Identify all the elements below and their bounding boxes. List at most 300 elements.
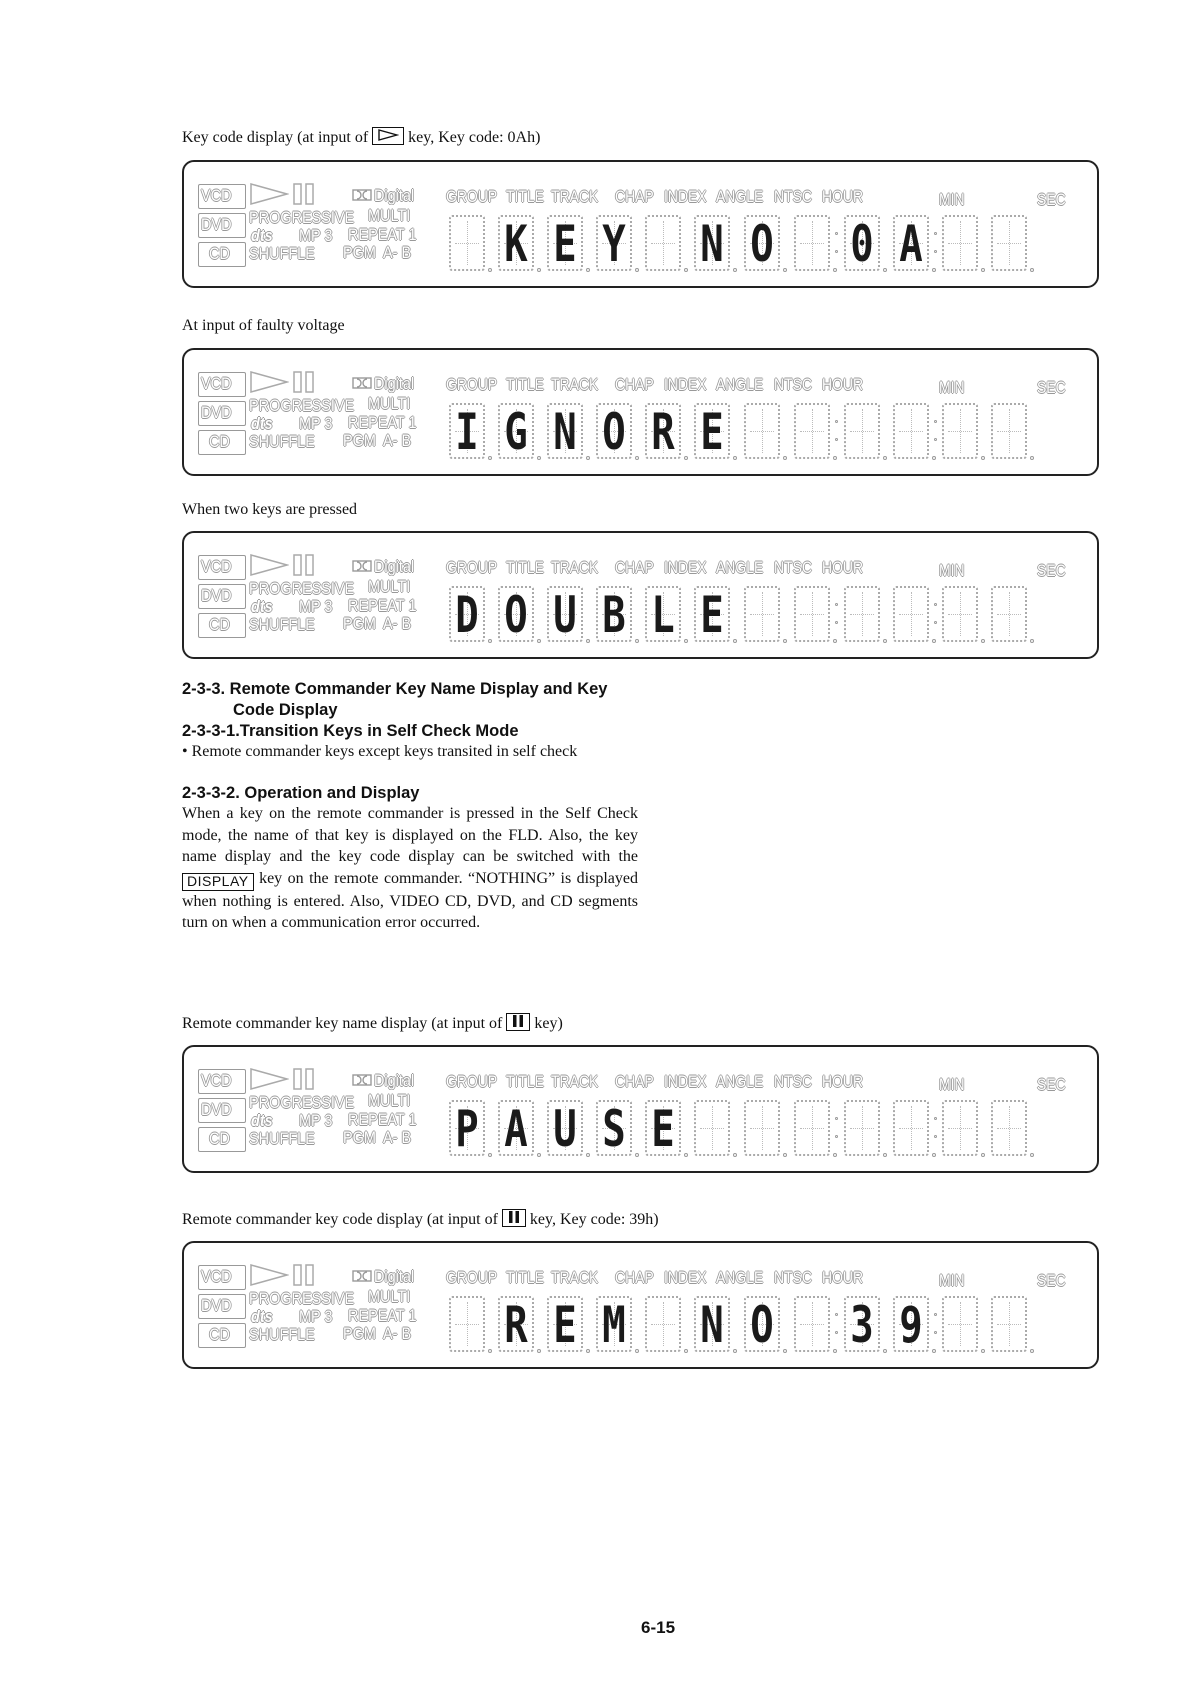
fld-decimal-dot xyxy=(684,456,688,460)
fld-decimal-dot xyxy=(635,268,639,272)
fld-panel xyxy=(182,160,1099,288)
fld-decimal-dot xyxy=(1030,1349,1034,1353)
pgm-label: PGM xyxy=(343,1128,376,1147)
ab-label: A- B xyxy=(383,431,412,450)
fld-digit xyxy=(498,586,534,642)
cd-indicator xyxy=(198,430,246,455)
fld-digit-char: U xyxy=(553,586,577,644)
fld-digit-char: 3 xyxy=(850,1296,874,1354)
progressive-label: PROGRESSIVE xyxy=(249,1289,355,1308)
page-number: 6-15 xyxy=(641,1618,676,1637)
fld-digit xyxy=(893,1296,929,1352)
repeat-label: REPEAT 1 xyxy=(348,1306,417,1325)
fld-header-label: ANGLE xyxy=(716,558,764,577)
multi-label: MULTI xyxy=(368,394,411,413)
fld-decimal-dot xyxy=(733,268,737,272)
fld-digit xyxy=(645,586,681,642)
fld-colon-dot xyxy=(835,438,838,441)
fld-decimal-dot xyxy=(537,639,541,643)
repeat-label: REPEAT 1 xyxy=(348,225,417,244)
cd-label: CD xyxy=(209,244,230,263)
fld-decimal-dot xyxy=(981,1349,985,1353)
fld-digit xyxy=(844,1100,880,1156)
fld-digit xyxy=(991,1296,1027,1352)
progressive-label: PROGRESSIVE xyxy=(249,396,355,415)
mp3-label: MP 3 xyxy=(299,597,333,616)
fld-digit xyxy=(596,215,632,271)
fld-colon-dot xyxy=(934,621,937,624)
fld-colon-dot xyxy=(934,232,937,235)
fld-header-label: TRACK xyxy=(551,375,599,394)
body-paragraph xyxy=(182,803,638,934)
dvd-indicator xyxy=(198,401,246,426)
ab-label: A- B xyxy=(383,1324,412,1343)
fld-digit-char: Y xyxy=(602,215,626,273)
repeat-label: REPEAT 1 xyxy=(348,1110,417,1129)
fld-decimal-dot xyxy=(1030,1153,1034,1157)
dts-logo: dts xyxy=(251,414,273,433)
caption-key-name xyxy=(182,1013,563,1033)
play-indicator-icon xyxy=(249,182,289,206)
fld-decimal-dot xyxy=(635,456,639,460)
vcd-label: VCD xyxy=(201,374,232,393)
fld-digit xyxy=(844,215,880,271)
fld-decimal-dot xyxy=(586,268,590,272)
fld-decimal-dot xyxy=(833,1349,837,1353)
fld-decimal-dot xyxy=(537,456,541,460)
vcd-indicator xyxy=(198,1069,246,1094)
fld-digit xyxy=(744,1100,780,1156)
fld-digit-char: O xyxy=(602,403,626,461)
fld-decimal-dot xyxy=(684,639,688,643)
fld-decimal-dot xyxy=(883,1153,887,1157)
play-indicator-icon xyxy=(249,1067,289,1091)
cd-label: CD xyxy=(209,1325,230,1344)
fld-decimal-dot xyxy=(783,639,787,643)
fld-decimal-dot xyxy=(733,1349,737,1353)
fld-decimal-dot xyxy=(932,1349,936,1353)
fld-decimal-dot xyxy=(833,639,837,643)
fld-header-label: TITLE xyxy=(506,187,544,206)
cd-label: CD xyxy=(209,432,230,451)
fld-header-label: TITLE xyxy=(506,1072,544,1091)
fld-decimal-dot xyxy=(932,268,936,272)
fld-header-label: HOUR xyxy=(822,1072,864,1091)
dvd-label: DVD xyxy=(201,586,232,605)
fld-decimal-dot xyxy=(833,1153,837,1157)
fld-digit xyxy=(547,1296,583,1352)
fld-decimal-dot xyxy=(981,639,985,643)
pgm-label: PGM xyxy=(343,614,376,633)
fld-header-label: ANGLE xyxy=(716,1268,764,1287)
fld-digit-char: I xyxy=(455,403,479,461)
fld-digit xyxy=(794,586,830,642)
digital-label: Digital xyxy=(374,374,415,393)
fld-digit xyxy=(645,215,681,271)
shuffle-label: SHUFFLE xyxy=(249,244,315,263)
fld-decimal-dot xyxy=(932,639,936,643)
fld-header-label: TRACK xyxy=(551,558,599,577)
fld-decimal-dot xyxy=(488,268,492,272)
fld-digit-char: O xyxy=(504,586,528,644)
fld-digit-char: E xyxy=(553,1296,577,1354)
progressive-label: PROGRESSIVE xyxy=(249,1093,355,1112)
subsection-heading: 2-3-3-2. Operation and Display xyxy=(182,784,420,802)
fld-decimal-dot xyxy=(537,268,541,272)
cd-indicator xyxy=(198,242,246,267)
fld-digit-char: A xyxy=(504,1100,528,1158)
repeat-label: REPEAT 1 xyxy=(348,596,417,615)
mp3-label: MP 3 xyxy=(299,226,333,245)
fld-decimal-dot xyxy=(883,268,887,272)
vcd-indicator xyxy=(198,555,246,580)
fld-header-label: CHAP xyxy=(615,187,654,206)
play-indicator-icon xyxy=(249,370,289,394)
ab-label: A- B xyxy=(383,1128,412,1147)
pgm-label: PGM xyxy=(343,243,376,262)
dvd-indicator xyxy=(198,213,246,238)
fld-header-label: NTSC xyxy=(774,558,812,577)
fld-decimal-dot xyxy=(1030,639,1034,643)
multi-label: MULTI xyxy=(368,1287,411,1306)
ab-label: A- B xyxy=(383,243,412,262)
fld-header-label: HOUR xyxy=(822,1268,864,1287)
digital-label: Digital xyxy=(374,557,415,576)
fld-decimal-dot xyxy=(488,1153,492,1157)
fld-decimal-dot xyxy=(883,456,887,460)
fld-decimal-dot xyxy=(1030,268,1034,272)
multi-label: MULTI xyxy=(368,206,411,225)
fld-decimal-dot xyxy=(733,1153,737,1157)
fld-header-label: TITLE xyxy=(506,1268,544,1287)
fld-digit xyxy=(694,586,730,642)
fld-header-label: HOUR xyxy=(822,187,864,206)
fld-digit xyxy=(449,403,485,459)
fld-digit-char: B xyxy=(602,586,626,644)
fld-colon-dot xyxy=(835,420,838,423)
fld-digit-char: R xyxy=(651,403,675,461)
fld-header-label: MIN xyxy=(939,561,965,580)
fld-header-label: MIN xyxy=(939,1075,965,1094)
fld-decimal-dot xyxy=(488,456,492,460)
fld-digit xyxy=(498,1296,534,1352)
pgm-label: PGM xyxy=(343,431,376,450)
multi-label: MULTI xyxy=(368,1091,411,1110)
repeat-label: REPEAT 1 xyxy=(348,413,417,432)
fld-header-label: INDEX xyxy=(664,1072,707,1091)
pause-key-icon xyxy=(502,1209,526,1227)
fld-decimal-dot xyxy=(635,1153,639,1157)
pgm-label: PGM xyxy=(343,1324,376,1343)
vcd-indicator xyxy=(198,1265,246,1290)
paragraph-text: When a key on the remote commander is pressed in the Self Check mode, the name of that key is displayed on the FLD. Also, the key name display and the key code display can be switched with the xyxy=(182,805,638,865)
fld-header-label: GROUP xyxy=(446,1072,498,1091)
fld-digit-char: E xyxy=(651,1100,675,1158)
fld-digit xyxy=(844,586,880,642)
fld-decimal-dot xyxy=(981,1153,985,1157)
fld-header-label: GROUP xyxy=(446,375,498,394)
fld-decimal-dot xyxy=(537,1349,541,1353)
fld-header-label: CHAP xyxy=(615,1268,654,1287)
vcd-label: VCD xyxy=(201,1267,232,1286)
fld-digit xyxy=(449,586,485,642)
fld-digit xyxy=(547,586,583,642)
fld-colon-dot xyxy=(934,438,937,441)
paragraph-text: key on the remote commander. “NOTHING” is displayed when nothing is entered. Also, VIDEO CD, DVD, and CD segments turn on when a communication error occurred. xyxy=(182,869,639,931)
caption-text: Remote commander key code display (at input of xyxy=(182,1211,498,1228)
fld-decimal-dot xyxy=(488,639,492,643)
dvd-label: DVD xyxy=(201,215,232,234)
fld-header-label: TITLE xyxy=(506,558,544,577)
fld-digit-char: L xyxy=(651,586,675,644)
fld-header-label: MIN xyxy=(939,1271,965,1290)
fld-digit xyxy=(596,1296,632,1352)
fld-digit xyxy=(893,215,929,271)
caption-text: Key code display (at input of xyxy=(182,129,369,146)
fld-digit-char: D xyxy=(455,586,479,644)
fld-digit-char: 9 xyxy=(899,1296,923,1354)
section-heading-cont: Code Display xyxy=(233,701,338,719)
fld-header-label: CHAP xyxy=(615,375,654,394)
display-key-label: DISPLAY xyxy=(182,873,254,891)
cd-indicator xyxy=(198,613,246,638)
fld-digit-char: E xyxy=(700,586,724,644)
fld-header-label: NTSC xyxy=(774,187,812,206)
pause-indicator-icon xyxy=(292,370,316,394)
fld-decimal-dot xyxy=(932,456,936,460)
fld-decimal-dot xyxy=(783,1349,787,1353)
fld-decimal-dot xyxy=(586,1349,590,1353)
fld-digit-char: G xyxy=(504,403,528,461)
fld-colon-dot xyxy=(835,1117,838,1120)
fld-decimal-dot xyxy=(783,268,787,272)
pause-indicator-icon xyxy=(292,1263,316,1287)
mp3-label: MP 3 xyxy=(299,1111,333,1130)
fld-decimal-dot xyxy=(684,1153,688,1157)
fld-header-label: ANGLE xyxy=(716,1072,764,1091)
caption-text: Remote commander key name display (at input of xyxy=(182,1015,503,1032)
fld-digit xyxy=(794,1296,830,1352)
dolby-icon xyxy=(352,189,372,201)
progressive-label: PROGRESSIVE xyxy=(249,579,355,598)
fld-digit xyxy=(694,215,730,271)
fld-header-label: MIN xyxy=(939,378,965,397)
fld-header-label: TRACK xyxy=(551,187,599,206)
caption-text: key, Key code: 0Ah) xyxy=(408,129,541,146)
fld-digit xyxy=(844,403,880,459)
fld-header-label: NTSC xyxy=(774,1268,812,1287)
fld-digit xyxy=(449,1100,485,1156)
fld-decimal-dot xyxy=(932,1153,936,1157)
fld-digit xyxy=(596,1100,632,1156)
fld-decimal-dot xyxy=(833,456,837,460)
fld-digit xyxy=(893,586,929,642)
fld-colon-dot xyxy=(835,1313,838,1316)
fld-decimal-dot xyxy=(586,639,590,643)
fld-header-label: INDEX xyxy=(664,375,707,394)
pause-indicator-icon xyxy=(292,553,316,577)
caption-text: key, Key code: 39h) xyxy=(529,1211,659,1228)
play-key-icon xyxy=(372,127,404,145)
fld-decimal-dot xyxy=(586,456,590,460)
shuffle-label: SHUFFLE xyxy=(249,1129,315,1148)
dts-logo: dts xyxy=(251,597,273,616)
fld-colon-dot xyxy=(934,1331,937,1334)
fld-header-label: CHAP xyxy=(615,558,654,577)
fld-decimal-dot xyxy=(783,456,787,460)
vcd-label: VCD xyxy=(201,1071,232,1090)
fld-digit xyxy=(498,1100,534,1156)
fld-header-label: GROUP xyxy=(446,187,498,206)
fld-digit xyxy=(744,215,780,271)
fld-digit xyxy=(645,403,681,459)
fld-colon-dot xyxy=(934,250,937,253)
dvd-label: DVD xyxy=(201,403,232,422)
fld-header-label: GROUP xyxy=(446,1268,498,1287)
fld-digit xyxy=(596,403,632,459)
fld-colon-dot xyxy=(835,603,838,606)
fld-header-label: HOUR xyxy=(822,375,864,394)
fld-decimal-dot xyxy=(981,268,985,272)
vcd-label: VCD xyxy=(201,186,232,205)
fld-colon-dot xyxy=(835,1331,838,1334)
mp3-label: MP 3 xyxy=(299,414,333,433)
fld-digit-char: P xyxy=(455,1100,479,1158)
fld-header-label: NTSC xyxy=(774,375,812,394)
vcd-indicator xyxy=(198,372,246,397)
fld-colon-dot xyxy=(835,1135,838,1138)
fld-header-label: MIN xyxy=(939,190,965,209)
fld-header-label: SEC xyxy=(1037,190,1066,209)
dolby-icon xyxy=(352,1074,372,1086)
fld-digit xyxy=(942,1296,978,1352)
bullet-item: • Remote commander keys except keys transited in self check xyxy=(182,743,578,760)
fld-decimal-dot xyxy=(684,268,688,272)
fld-digit xyxy=(547,403,583,459)
fld-header-label: INDEX xyxy=(664,558,707,577)
fld-digit xyxy=(794,1100,830,1156)
caption-faulty-voltage: At input of faulty voltage xyxy=(182,317,345,334)
fld-digit-char: S xyxy=(602,1100,626,1158)
digital-label: Digital xyxy=(374,1071,415,1090)
dvd-label: DVD xyxy=(201,1100,232,1119)
fld-digit xyxy=(449,215,485,271)
fld-colon-dot xyxy=(934,1117,937,1120)
fld-decimal-dot xyxy=(883,639,887,643)
fld-colon-dot xyxy=(934,603,937,606)
fld-header-label: CHAP xyxy=(615,1072,654,1091)
multi-label: MULTI xyxy=(368,577,411,596)
fld-digit-char: N xyxy=(553,403,577,461)
play-indicator-icon xyxy=(249,553,289,577)
fld-digit xyxy=(694,1296,730,1352)
shuffle-label: SHUFFLE xyxy=(249,615,315,634)
fld-digit xyxy=(893,1100,929,1156)
dvd-indicator xyxy=(198,1294,246,1319)
fld-digit xyxy=(645,1100,681,1156)
fld-decimal-dot xyxy=(833,268,837,272)
fld-digit xyxy=(449,1296,485,1352)
pause-key-icon xyxy=(506,1013,530,1031)
fld-digit xyxy=(498,403,534,459)
dts-logo: dts xyxy=(251,1111,273,1130)
fld-decimal-dot xyxy=(488,1349,492,1353)
fld-digit-char: 0 xyxy=(850,215,874,273)
cd-indicator xyxy=(198,1127,246,1152)
dolby-icon xyxy=(352,1270,372,1282)
shuffle-label: SHUFFLE xyxy=(249,432,315,451)
fld-decimal-dot xyxy=(635,639,639,643)
fld-colon-dot xyxy=(934,1135,937,1138)
cd-indicator xyxy=(198,1323,246,1348)
cd-label: CD xyxy=(209,615,230,634)
fld-header-label: SEC xyxy=(1037,378,1066,397)
ab-label: A- B xyxy=(383,614,412,633)
fld-decimal-dot xyxy=(883,1349,887,1353)
fld-digit-char: U xyxy=(553,1100,577,1158)
fld-digit xyxy=(991,586,1027,642)
fld-panel xyxy=(182,531,1099,659)
fld-decimal-dot xyxy=(684,1349,688,1353)
fld-decimal-dot xyxy=(783,1153,787,1157)
fld-colon-dot xyxy=(835,621,838,624)
fld-colon-dot xyxy=(835,250,838,253)
fld-digit xyxy=(744,1296,780,1352)
fld-digit-char: O xyxy=(750,215,774,273)
fld-digit-char: M xyxy=(602,1296,626,1354)
fld-header-label: GROUP xyxy=(446,558,498,577)
dolby-icon xyxy=(352,377,372,389)
fld-digit xyxy=(991,215,1027,271)
fld-header-label: TITLE xyxy=(506,375,544,394)
fld-digit xyxy=(942,586,978,642)
caption-two-keys: When two keys are pressed xyxy=(182,501,358,518)
fld-header-label: HOUR xyxy=(822,558,864,577)
section-heading: 2-3-3. Remote Commander Key Name Display and Key xyxy=(182,680,608,698)
fld-digit xyxy=(744,403,780,459)
fld-digit xyxy=(991,1100,1027,1156)
vcd-label: VCD xyxy=(201,557,232,576)
fld-digit xyxy=(596,586,632,642)
fld-digit-char: A xyxy=(899,215,923,273)
fld-header-label: SEC xyxy=(1037,1271,1066,1290)
dvd-indicator xyxy=(198,1098,246,1123)
fld-digit xyxy=(498,215,534,271)
fld-decimal-dot xyxy=(1030,456,1034,460)
fld-colon-dot xyxy=(934,1313,937,1316)
dolby-icon xyxy=(352,560,372,572)
fld-digit xyxy=(942,403,978,459)
dts-logo: dts xyxy=(251,1307,273,1326)
digital-label: Digital xyxy=(374,186,415,205)
fld-digit xyxy=(942,215,978,271)
fld-header-label: INDEX xyxy=(664,1268,707,1287)
fld-digit xyxy=(645,1296,681,1352)
caption-key-code xyxy=(182,127,540,147)
fld-decimal-dot xyxy=(981,456,985,460)
fld-digit xyxy=(794,215,830,271)
fld-digit-char: K xyxy=(504,215,528,273)
fld-header-label: ANGLE xyxy=(716,375,764,394)
fld-digit xyxy=(547,1100,583,1156)
fld-decimal-dot xyxy=(635,1349,639,1353)
fld-panel xyxy=(182,348,1099,476)
fld-decimal-dot xyxy=(537,1153,541,1157)
fld-digit-char: R xyxy=(504,1296,528,1354)
fld-digit xyxy=(694,403,730,459)
dvd-indicator xyxy=(198,584,246,609)
fld-header-label: TRACK xyxy=(551,1268,599,1287)
